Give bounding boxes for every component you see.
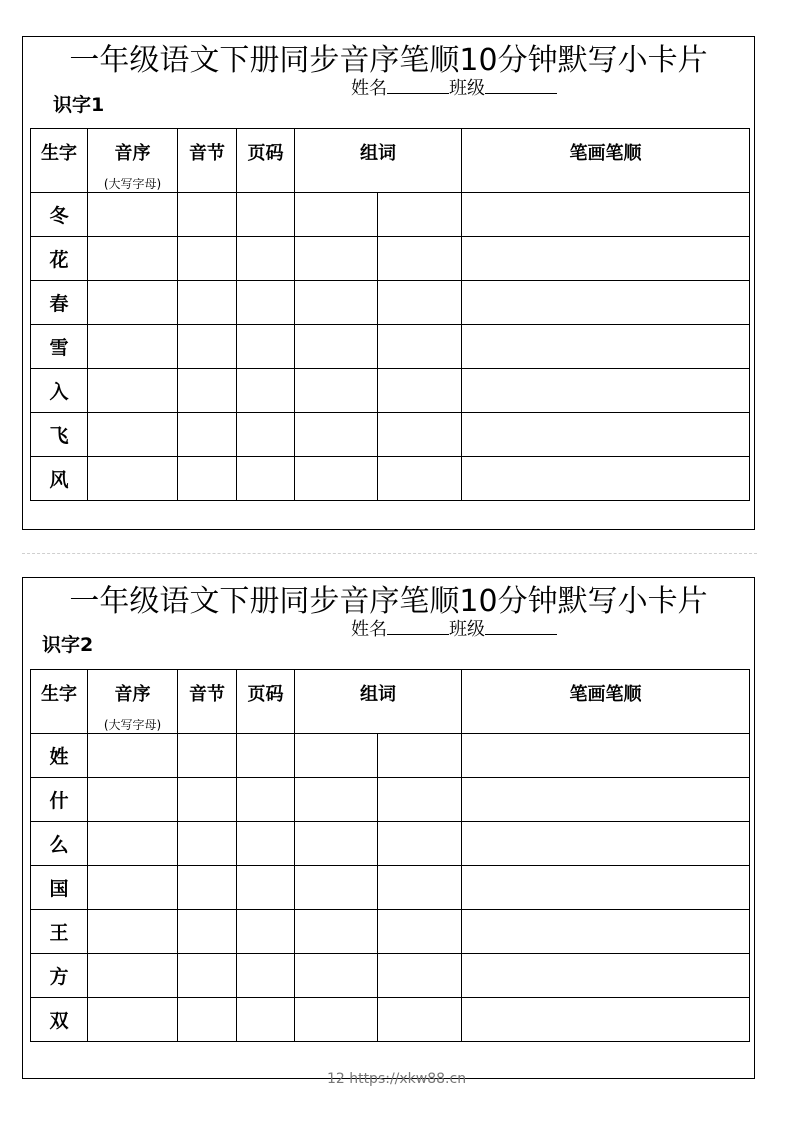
header-strokes: 笔画笔顺 [462, 670, 750, 734]
word-cell-1[interactable] [295, 369, 378, 413]
seq-cell[interactable] [88, 954, 178, 998]
char-cell: 风 [31, 457, 88, 501]
section-label: 识字2 [42, 634, 94, 656]
header-seq [88, 670, 178, 734]
header-syllable: 音节 [178, 670, 237, 734]
syllable-cell[interactable] [178, 822, 237, 866]
word-cell-2[interactable] [378, 822, 462, 866]
syllable-cell[interactable] [178, 325, 237, 369]
word-cell-1[interactable] [295, 822, 378, 866]
strokes-cell[interactable] [462, 822, 750, 866]
strokes-cell[interactable] [462, 778, 750, 822]
name-class-line [351, 618, 557, 641]
seq-cell[interactable] [88, 325, 178, 369]
char-cell: 么 [31, 822, 88, 866]
word-cell-2[interactable] [378, 734, 462, 778]
class-label: 班级 [449, 78, 485, 99]
syllable-cell[interactable] [178, 457, 237, 501]
header-words: 组词 [295, 670, 462, 734]
name-label: 姓名 [351, 78, 387, 99]
header-words: 组词 [295, 129, 462, 193]
word-cell-1[interactable] [295, 778, 378, 822]
table-row [31, 998, 750, 1042]
char-cell: 方 [31, 954, 88, 998]
page-cell[interactable] [237, 325, 295, 369]
name-label: 姓名 [351, 619, 387, 640]
page-cell[interactable] [237, 866, 295, 910]
word-cell-2[interactable] [378, 954, 462, 998]
table-row [31, 457, 750, 501]
class-blank[interactable] [485, 618, 557, 635]
table-header-row [31, 670, 750, 734]
char-cell: 入 [31, 369, 88, 413]
strokes-cell[interactable] [462, 237, 750, 281]
card-title: 一年级语文下册同步音序笔顺10分钟默写小卡片 [69, 43, 708, 78]
header-page: 页码 [237, 129, 295, 193]
table-row [31, 281, 750, 325]
header-char: 生字 [31, 129, 88, 193]
char-cell: 飞 [31, 413, 88, 457]
syllable-cell[interactable] [178, 910, 237, 954]
table-row [31, 954, 750, 998]
char-cell: 什 [31, 778, 88, 822]
strokes-cell[interactable] [462, 998, 750, 1042]
char-cell: 姓 [31, 734, 88, 778]
syllable-cell[interactable] [178, 778, 237, 822]
table-row [31, 778, 750, 822]
header-char: 生字 [31, 670, 88, 734]
page-cell[interactable] [237, 822, 295, 866]
syllable-cell[interactable] [178, 193, 237, 237]
table-row [31, 413, 750, 457]
seq-cell[interactable] [88, 193, 178, 237]
page-cell[interactable] [237, 954, 295, 998]
name-blank[interactable] [387, 618, 449, 635]
seq-cell[interactable] [88, 369, 178, 413]
char-cell: 冬 [31, 193, 88, 237]
word-cell-1[interactable] [295, 457, 378, 501]
word-cell-1[interactable] [295, 325, 378, 369]
seq-cell[interactable] [88, 910, 178, 954]
char-cell: 国 [31, 866, 88, 910]
seq-cell[interactable] [88, 734, 178, 778]
word-cell-2[interactable] [378, 457, 462, 501]
class-label: 班级 [449, 619, 485, 640]
strokes-cell[interactable] [462, 866, 750, 910]
seq-cell[interactable] [88, 998, 178, 1042]
word-cell-1[interactable] [295, 954, 378, 998]
card-title: 一年级语文下册同步音序笔顺10分钟默写小卡片 [69, 584, 708, 619]
word-cell-2[interactable] [378, 866, 462, 910]
syllable-cell[interactable] [178, 734, 237, 778]
table-row [31, 193, 750, 237]
seq-cell[interactable] [88, 281, 178, 325]
seq-cell[interactable] [88, 457, 178, 501]
char-cell: 双 [31, 998, 88, 1042]
header-seq-sub: (大写字母) [103, 177, 162, 191]
header-seq-sub: (大写字母) [103, 718, 162, 732]
syllable-cell[interactable] [178, 954, 237, 998]
strokes-cell[interactable] [462, 281, 750, 325]
header-seq-label: 音序 [114, 684, 151, 705]
page-cell[interactable] [237, 457, 295, 501]
page-cell[interactable] [237, 369, 295, 413]
page-cell[interactable] [237, 237, 295, 281]
header-syllable: 音节 [178, 129, 237, 193]
seq-cell[interactable] [88, 822, 178, 866]
seq-cell[interactable] [88, 237, 178, 281]
strokes-cell[interactable] [462, 734, 750, 778]
strokes-cell[interactable] [462, 325, 750, 369]
class-blank[interactable] [485, 77, 557, 94]
syllable-cell[interactable] [178, 237, 237, 281]
strokes-cell[interactable] [462, 457, 750, 501]
word-cell-1[interactable] [295, 281, 378, 325]
dictation-table [30, 669, 750, 1042]
dictation-card-2 [22, 577, 755, 1079]
word-cell-1[interactable] [295, 237, 378, 281]
name-class-line [351, 77, 557, 100]
page-footer: 12 https://xkw88.cn [326, 1071, 467, 1087]
seq-cell[interactable] [88, 778, 178, 822]
table-row [31, 910, 750, 954]
char-cell: 花 [31, 237, 88, 281]
strokes-cell[interactable] [462, 413, 750, 457]
strokes-cell[interactable] [462, 193, 750, 237]
syllable-cell[interactable] [178, 369, 237, 413]
strokes-cell[interactable] [462, 910, 750, 954]
seq-cell[interactable] [88, 866, 178, 910]
word-cell-1[interactable] [295, 193, 378, 237]
table-row [31, 325, 750, 369]
table-header-row [31, 129, 750, 193]
word-cell-1[interactable] [295, 998, 378, 1042]
syllable-cell[interactable] [178, 413, 237, 457]
table-row [31, 369, 750, 413]
word-cell-2[interactable] [378, 237, 462, 281]
strokes-cell[interactable] [462, 369, 750, 413]
word-cell-1[interactable] [295, 734, 378, 778]
word-cell-2[interactable] [378, 369, 462, 413]
word-cell-1[interactable] [295, 413, 378, 457]
word-cell-2[interactable] [378, 281, 462, 325]
char-cell: 雪 [31, 325, 88, 369]
strokes-cell[interactable] [462, 954, 750, 998]
section-label: 识字1 [53, 94, 105, 116]
page-cell[interactable] [237, 910, 295, 954]
char-cell: 春 [31, 281, 88, 325]
page-cell[interactable] [237, 413, 295, 457]
header-strokes: 笔画笔顺 [462, 129, 750, 193]
table-row [31, 822, 750, 866]
page-cell[interactable] [237, 281, 295, 325]
char-cell: 王 [31, 910, 88, 954]
dictation-table [30, 128, 750, 501]
table-row [31, 237, 750, 281]
header-page: 页码 [237, 670, 295, 734]
word-cell-2[interactable] [378, 778, 462, 822]
seq-cell[interactable] [88, 413, 178, 457]
word-cell-2[interactable] [378, 413, 462, 457]
table-row [31, 734, 750, 778]
header-seq-label: 音序 [114, 143, 151, 164]
word-cell-1[interactable] [295, 910, 378, 954]
syllable-cell[interactable] [178, 998, 237, 1042]
word-cell-2[interactable] [378, 193, 462, 237]
page-cell[interactable] [237, 193, 295, 237]
syllable-cell[interactable] [178, 866, 237, 910]
page-cell[interactable] [237, 998, 295, 1042]
word-cell-2[interactable] [378, 325, 462, 369]
dictation-card-1 [22, 36, 755, 530]
page-cell[interactable] [237, 778, 295, 822]
syllable-cell[interactable] [178, 281, 237, 325]
word-cell-2[interactable] [378, 998, 462, 1042]
table-row [31, 866, 750, 910]
word-cell-2[interactable] [378, 910, 462, 954]
word-cell-1[interactable] [295, 866, 378, 910]
header-seq [88, 129, 178, 193]
cut-line-divider [22, 553, 757, 554]
page-cell[interactable] [237, 734, 295, 778]
name-blank[interactable] [387, 77, 449, 94]
